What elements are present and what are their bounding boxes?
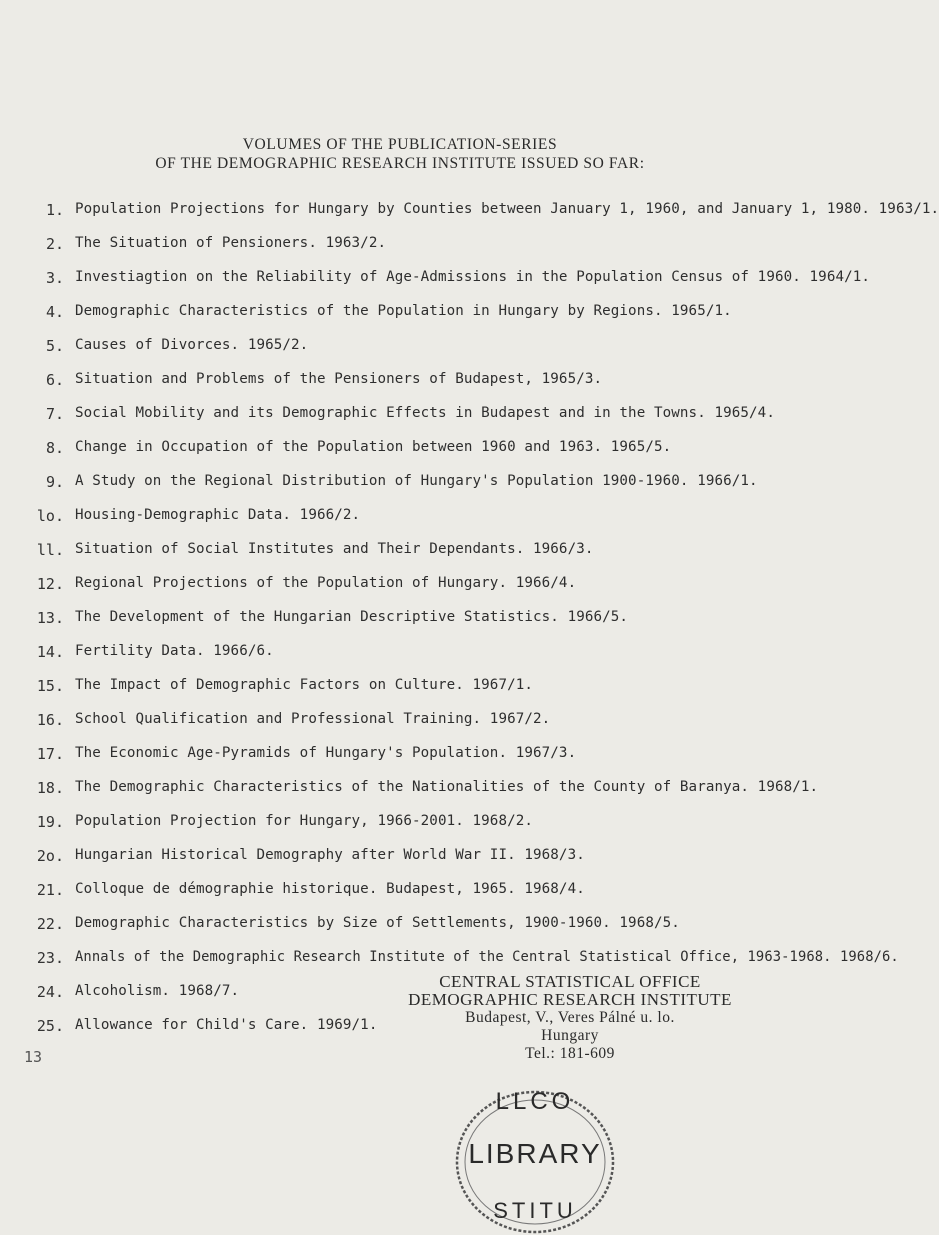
page-number: 13 — [24, 1048, 43, 1066]
item-title: Housing-Demographic Data. 1966/2. — [75, 507, 361, 523]
item-title: A Study on the Regional Distribution of Hungary's Population 1900-1960. 1966/1. — [75, 473, 758, 489]
item-number: 14. — [36, 643, 64, 661]
list-item — [0, 439, 800, 461]
item-number: 9. — [45, 473, 64, 491]
item-number: 19. — [36, 813, 64, 831]
item-number: 22. — [36, 915, 64, 933]
list-item — [0, 643, 800, 665]
list-item — [0, 847, 800, 869]
item-number: 12. — [36, 575, 64, 593]
list-item — [0, 371, 800, 393]
list-item — [0, 609, 800, 631]
item-number: 15. — [36, 677, 64, 695]
item-number: ll. — [36, 541, 64, 559]
item-title: Population Projection for Hungary, 1966-2001. 1968/2. — [75, 813, 534, 829]
item-title: The Situation of Pensioners. 1963/2. — [75, 235, 387, 251]
item-title: Annals of the Demographic Research Institute of the Central Statistical Office, 1963-1968. 1968/6. — [75, 949, 899, 965]
item-number: lo. — [36, 507, 64, 525]
list-item — [0, 541, 800, 563]
item-number: 16. — [36, 711, 64, 729]
item-title: Causes of Divorces. 1965/2. — [75, 337, 309, 353]
item-title: Social Mobility and its Demographic Effects in Budapest and in the Towns. 1965/4. — [75, 405, 775, 421]
item-title: Fertility Data. 1966/6. — [75, 643, 274, 659]
list-item — [0, 303, 800, 325]
item-number: 2. — [45, 235, 64, 253]
item-number: 18. — [36, 779, 64, 797]
heading-line-2: OF THE DEMOGRAPHIC RESEARCH INSTITUTE ISSUED SO FAR: — [155, 155, 645, 172]
item-title: Alcoholism. 1968/7. — [75, 983, 240, 999]
item-title: Situation and Problems of the Pensioners of Budapest, 1965/3. — [75, 371, 603, 387]
institute-name: DEMOGRAPHIC RESEARCH INSTITUTE — [408, 990, 732, 1009]
list-item — [0, 337, 800, 359]
item-title: Hungarian Historical Demography after World War II. 1968/3. — [75, 847, 585, 863]
item-title: Colloque de démographie historique. Budapest, 1965. 1968/4. — [75, 881, 585, 897]
item-title: Population Projections for Hungary by Counties between January 1, 1960, and January 1, 1980. 1963/1. — [75, 201, 939, 217]
list-item — [0, 881, 800, 903]
item-number: 13. — [36, 609, 64, 627]
item-number: 2o. — [36, 847, 64, 865]
list-item — [0, 915, 800, 937]
item-title: Investiagtion on the Reliability of Age-Admissions in the Population Census of 1960. 1964/1. — [75, 269, 871, 285]
item-number: 3. — [45, 269, 64, 287]
item-number: 25. — [36, 1017, 64, 1035]
street-address: Budapest, V., Veres Pálné u. lo. — [465, 1009, 675, 1026]
list-item — [0, 473, 800, 495]
item-number: 1. — [45, 201, 64, 219]
heading-line-1: VOLUMES OF THE PUBLICATION-SERIES — [242, 136, 558, 153]
list-item — [0, 745, 800, 767]
list-item — [0, 201, 939, 223]
institution-name: CENTRAL STATISTICAL OFFICE — [439, 972, 701, 991]
library-stamp — [400, 1080, 670, 1235]
list-item — [0, 507, 800, 529]
list-item — [0, 949, 899, 971]
item-title: The Demographic Characteristics of the Nationalities of the County of Baranya. 1968/1. — [75, 779, 819, 795]
item-number: 8. — [45, 439, 64, 457]
item-title: School Qualification and Professional Training. 1967/2. — [75, 711, 551, 727]
list-item — [0, 779, 819, 801]
item-title: Situation of Social Institutes and Their Dependants. 1966/3. — [75, 541, 594, 557]
item-number: 4. — [45, 303, 64, 321]
item-title: Change in Occupation of the Population between 1960 and 1963. 1965/5. — [75, 439, 672, 455]
item-title: Allowance for Child's Care. 1969/1. — [75, 1017, 378, 1033]
list-item — [0, 405, 800, 427]
item-title: The Economic Age-Pyramids of Hungary's Population. 1967/3. — [75, 745, 577, 761]
stamp-label: LIBRARY — [468, 1138, 602, 1169]
list-item — [0, 677, 800, 699]
telephone: Tel.: 181-609 — [525, 1045, 615, 1062]
item-number: 24. — [36, 983, 64, 1001]
item-number: 7. — [45, 405, 64, 423]
item-title: Demographic Characteristics of the Population in Hungary by Regions. 1965/1. — [75, 303, 732, 319]
item-title: The Impact of Demographic Factors on Culture. 1967/1. — [75, 677, 534, 693]
item-title: The Development of the Hungarian Descriptive Statistics. 1966/5. — [75, 609, 629, 625]
list-item — [0, 813, 800, 835]
item-number: 17. — [36, 745, 64, 763]
list-item — [0, 269, 871, 291]
list-item — [0, 711, 800, 733]
item-title: Demographic Characteristics by Size of Settlements, 1900-1960. 1968/5. — [75, 915, 680, 931]
item-number: 21. — [36, 881, 64, 899]
item-number: 6. — [45, 371, 64, 389]
country: Hungary — [541, 1027, 599, 1044]
stamp-top-text: LLCO — [495, 1088, 575, 1115]
item-number: 5. — [45, 337, 64, 355]
item-number: 23. — [36, 949, 64, 967]
list-item — [0, 235, 800, 257]
stamp-bottom-text: STITU — [493, 1198, 577, 1223]
list-item — [0, 575, 800, 597]
item-title: Regional Projections of the Population of Hungary. 1966/4. — [75, 575, 577, 591]
